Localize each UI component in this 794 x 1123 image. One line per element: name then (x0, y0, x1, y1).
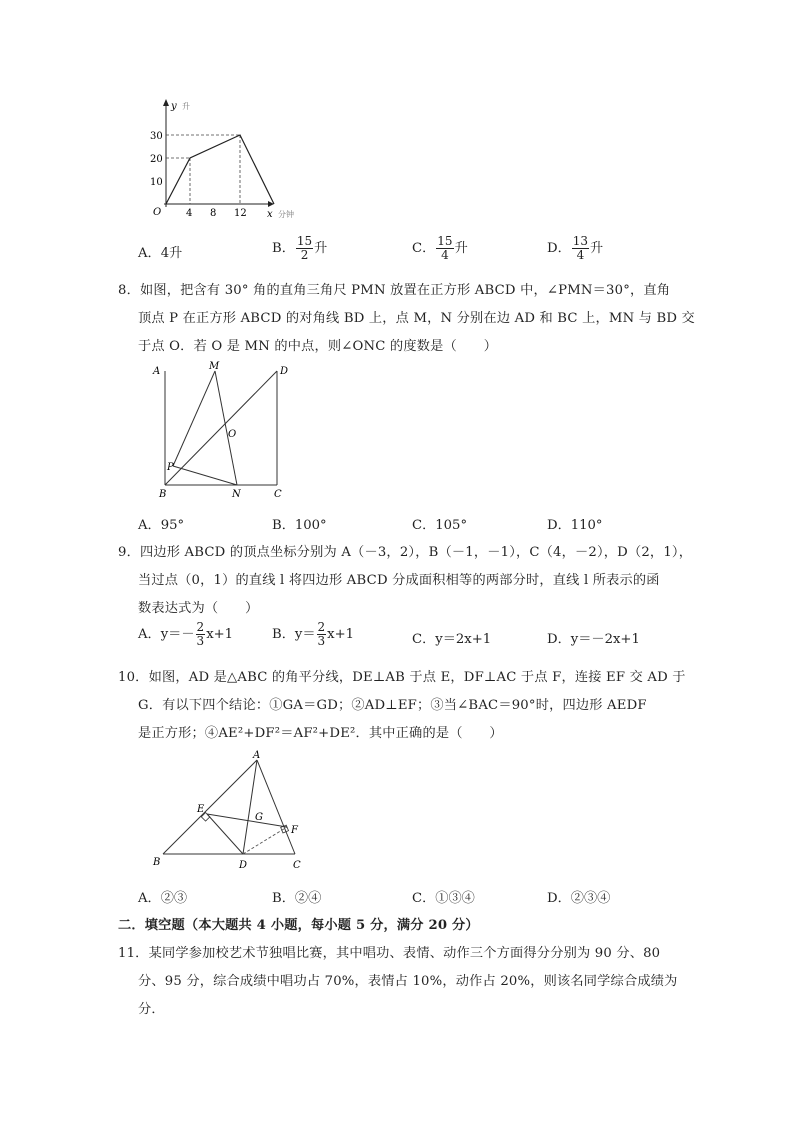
q10-option-c[interactable]: C．①③④ (412, 891, 475, 906)
q10-label-f: F (291, 825, 298, 836)
q9-option-a[interactable]: A．y＝－ $\frac{2}{3}$ x+1 (138, 620, 234, 648)
q8-label-c: C (274, 489, 282, 500)
q10-figure (145, 748, 320, 873)
q10-label-d: D (239, 860, 248, 871)
x-tick-8: 8 (210, 208, 217, 219)
q7-option-b[interactable]: B． $\frac{15}{2}$ 升 (272, 234, 328, 262)
q10-line2: G．有以下四个结论：①GA＝GD；②AD⊥EF；③当∠BAC＝90°时，四边形 AEDF (138, 698, 647, 713)
graph-line (166, 135, 274, 204)
q8-line3: 于点 O．若 O 是 MN 的中点，则∠ONC 的度数是（ ） (138, 339, 498, 354)
q8-label-n: N (232, 489, 241, 500)
q9-option-c[interactable]: C．y＝2x+1 (412, 632, 492, 647)
diagonal-bd (165, 371, 277, 485)
q9-option-b[interactable]: B．y＝ $\frac{2}{3}$ x+1 (272, 620, 355, 648)
q8-option-c[interactable]: C．105° (412, 518, 468, 533)
q8-label-b: B (159, 489, 167, 500)
q7-option-a[interactable]: A．4升 (138, 246, 183, 261)
q8-line2: 顶点 P 在正方形 ABCD 的对角线 BD 上，点 M，N 分别在边 AD 和 BC 上，MN 与 BD 交 (138, 311, 695, 326)
x-axis-label: x (267, 209, 273, 220)
q10-label-b: B (153, 857, 161, 868)
q8-label-p: P (167, 462, 174, 473)
q9-option-d[interactable]: D．y＝－2x+1 (547, 632, 640, 647)
q10-option-d[interactable]: D．②③④ (547, 891, 611, 906)
q10-option-a[interactable]: A．②③ (138, 891, 188, 906)
x-tick-4: 4 (186, 208, 193, 219)
y-unit-label: 升 (182, 102, 190, 111)
q10-label-e: E (197, 804, 205, 815)
q8-option-d[interactable]: D．110° (547, 518, 603, 533)
q8-label-m: M (209, 361, 220, 372)
q7-graph (140, 95, 310, 225)
q8-option-b[interactable]: B．100° (272, 518, 327, 533)
q10-label-g: G (255, 812, 263, 823)
q10-option-b[interactable]: B．②④ (272, 891, 322, 906)
q11-line1: 11．某同学参加校艺术节独唱比赛，其中唱功、表情、动作三个方面得分分别为 90 分、80 (118, 946, 661, 961)
q9-line3: 数表达式为（ ） (138, 601, 259, 616)
q8-label-o: O (228, 429, 237, 440)
q9-line2: 当过点（0，1）的直线 l 将四边形 ABCD 分成面积相等的两部分时，直线 l 所表示的函 (138, 573, 660, 588)
origin-label: O (153, 207, 162, 218)
y-tick-20: 20 (150, 154, 163, 165)
q10-line3: 是正方形；④AE²+DF²＝AF²+DE²．其中正确的是（ ） (138, 726, 503, 741)
q9-line1: 9．四边形 ABCD 的顶点坐标分别为 A（－3，2），B（－1，－1），C（4，－2），D（2，1）， (118, 545, 693, 560)
y-axis-arrow-icon (163, 99, 169, 106)
y-axis-label: y (171, 101, 177, 112)
q10-label-a: A (253, 750, 261, 761)
q8-label-d: D (280, 366, 289, 377)
q7-option-c[interactable]: C． $\frac{15}{4}$ 升 (412, 234, 468, 262)
q7-option-d[interactable]: D． $\frac{13}{4}$ 升 (547, 234, 604, 262)
x-unit-label: 分钟 (278, 210, 294, 219)
q10-line1: 10．如图，AD 是△ABC 的角平分线，DE⊥AB 于点 E，DF⊥AC 于点 F，连接 EF 交 AD 于 (118, 670, 686, 685)
q10-label-c: C (293, 860, 301, 871)
x-tick-12: 12 (234, 208, 247, 219)
q8-option-a[interactable]: A．95° (138, 518, 185, 533)
section-title: 二．填空题（本大题共 4 小题，每小题 5 分，满分 20 分） (118, 918, 479, 933)
q8-line1: 8．如图，把含有 30° 角的直角三角尺 PMN 放置在正方形 ABCD 中，∠PMN＝30°，直角 (118, 283, 671, 298)
q8-label-a: A (153, 366, 161, 377)
q11-line2: 分、95 分，综合成绩中唱功占 70%，表情占 10%，动作占 20%，则该名同学综合成绩为 (138, 974, 678, 989)
y-tick-10: 10 (150, 177, 163, 188)
q11-line3: 分． (138, 1002, 165, 1017)
y-tick-30: 30 (150, 131, 163, 142)
q8-figure (145, 358, 305, 503)
